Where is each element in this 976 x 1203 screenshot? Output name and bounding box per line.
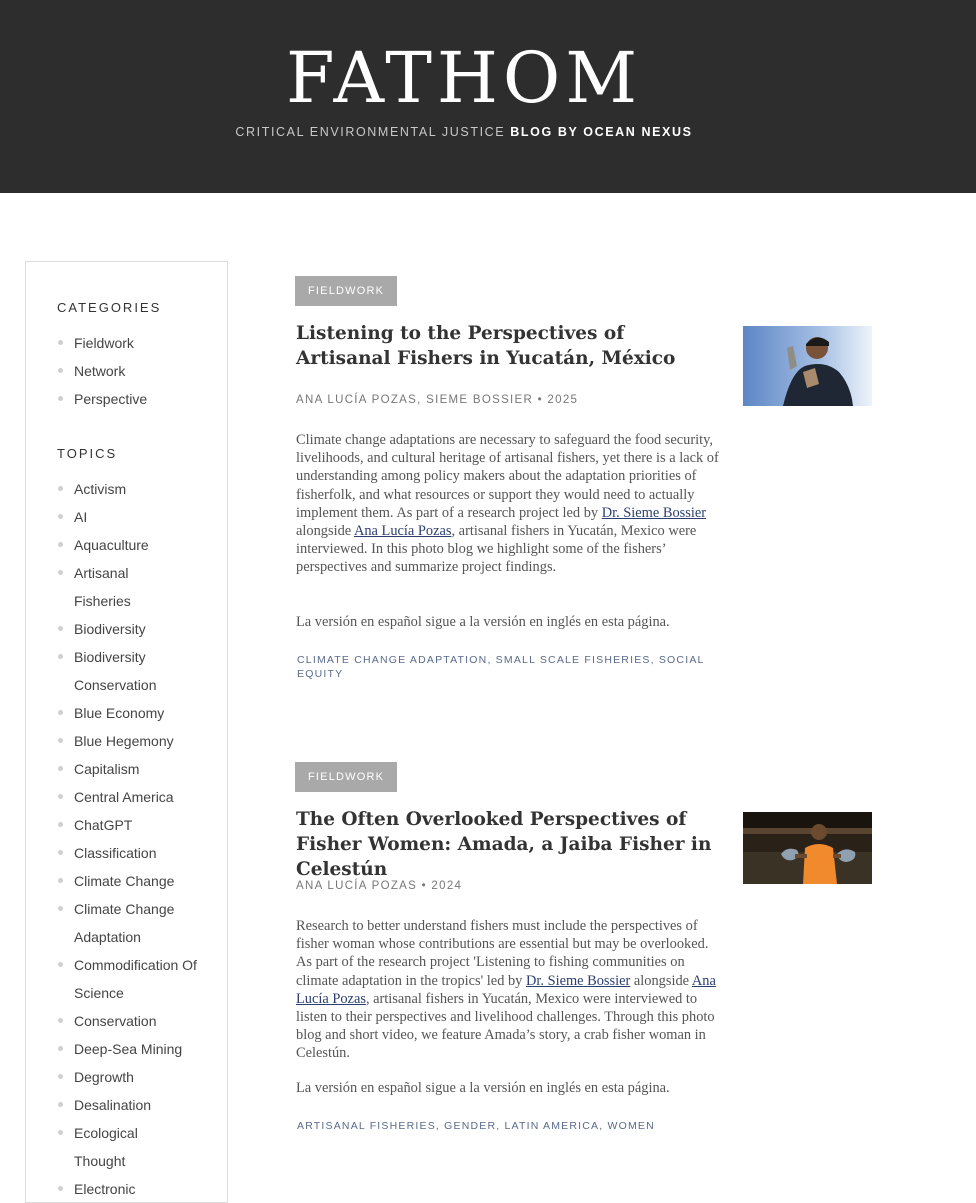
post-excerpt	[296, 431, 722, 577]
topic-item[interactable]: Deep-Sea Mining	[57, 1035, 217, 1063]
categories-heading: CATEGORIES	[57, 300, 162, 315]
site-tagline	[0, 124, 928, 140]
topic-item[interactable]: Classification	[57, 839, 217, 867]
topic-item[interactable]: Degrowth	[57, 1063, 217, 1091]
topic-item[interactable]: ChatGPT	[57, 811, 217, 839]
site-header	[0, 0, 976, 193]
post-thumbnail[interactable]	[743, 326, 872, 406]
topic-item[interactable]: Desalination	[57, 1091, 217, 1119]
topic-item[interactable]: AI	[57, 503, 217, 531]
excerpt-text: alongside	[630, 972, 692, 989]
site-logo[interactable]: FATHOM	[285, 37, 642, 119]
post-byline: ANA LUCÍA POZAS • 2024	[296, 880, 463, 892]
fisher-woman-photo	[743, 812, 872, 884]
post-title[interactable]: The Often Overlooked Perspectives of Fisher Women: Amada, a Jaiba Fisher in Celestún	[296, 809, 712, 880]
author-link[interactable]: Ana Lucía Pozas	[353, 523, 452, 540]
post-tags[interactable]: CLIMATE CHANGE ADAPTATION, SMALL SCALE FISHERIES, SOCIAL EQUITY	[297, 654, 705, 680]
spanish-note: La versión en español sigue a la versión en inglés en esta página.	[296, 1080, 670, 1096]
post-byline: ANA LUCÍA POZAS, SIEME BOSSIER • 2025	[296, 394, 579, 406]
topic-item[interactable]: Commodification Of Science	[57, 951, 199, 1007]
topic-item[interactable]: Capitalism	[57, 755, 217, 783]
author-link[interactable]: Ana Lucía Pozas	[296, 972, 716, 1007]
excerpt-text: , artisanal fishers in Yucatán, Mexico were interviewed. In this photo blog we highlight some of the fishers’ perspectives and summarize project findings.	[296, 523, 697, 576]
post-excerpt	[296, 917, 722, 1063]
topic-item[interactable]: Blue Hegemony	[57, 727, 217, 755]
topic-item[interactable]: Climate Change	[57, 867, 217, 895]
excerpt-text: Research to better understand fishers must include the perspectives of fisher woman whose contributions are essential but may be overlooked. As part of the research project 'Listening to fishing communities on climate adaptation in the tropics' led by	[296, 918, 709, 989]
author-link[interactable]: Dr. Sieme Bossier	[525, 972, 631, 989]
excerpt-text: , artisanal fishers in Yucatán, Mexico were interviewed to listen to their perspectives and livelihood challenges. Through this photo blog and short video, we feature Amada’s story, a crab fisher woman in Celestún.	[296, 990, 715, 1062]
topic-item[interactable]: Activism	[57, 475, 217, 503]
topic-item[interactable]: Central America	[57, 783, 217, 811]
post-thumbnail[interactable]	[743, 812, 872, 884]
excerpt-text: alongside	[296, 523, 354, 540]
categories-list	[57, 329, 217, 413]
excerpt-text: Climate change adaptations are necessary to safeguard the food security, livelihoods, and cultural heritage of artisanal fishers, yet there is a lack of understanding among policy makers about the adaptation priorities of fisherfolk, and what resources or support they would need to actually implement them. As part of a research project led by	[296, 432, 719, 521]
topic-item[interactable]: Ecological Thought	[57, 1119, 164, 1175]
tagline-light: CRITICAL ENVIRONMENTAL JUSTICE	[235, 125, 511, 139]
topic-item[interactable]: Climate Change Adaptation	[57, 895, 194, 951]
topics-list	[57, 475, 217, 1203]
author-link[interactable]: Dr. Sieme Bossier	[601, 504, 707, 521]
topic-item[interactable]: Artisanal Fisheries	[57, 559, 164, 615]
topic-item[interactable]: Blue Economy	[57, 699, 217, 727]
category-item[interactable]: Perspective	[57, 385, 217, 413]
topic-item[interactable]: Conservation	[57, 1007, 217, 1035]
topic-item[interactable]: Biodiversity Conservation	[57, 643, 174, 699]
topic-item[interactable]: Biodiversity	[57, 615, 217, 643]
category-item[interactable]: Network	[57, 357, 217, 385]
spanish-note: La versión en español sigue a la versión en inglés en esta página.	[296, 614, 670, 630]
category-badge[interactable]: FIELDWORK	[295, 762, 397, 792]
post-card	[295, 276, 875, 680]
category-item[interactable]: Fieldwork	[57, 329, 217, 357]
post-title[interactable]: Listening to the Perspectives of Artisanal Fishers in Yucatán, México	[296, 323, 676, 369]
topic-item[interactable]: Aquaculture	[57, 531, 217, 559]
fisher-photo	[743, 326, 872, 406]
category-badge[interactable]: FIELDWORK	[295, 276, 397, 306]
sidebar	[25, 261, 228, 1203]
tagline-bold: BLOG BY OCEAN NEXUS	[510, 125, 693, 139]
topic-item[interactable]: Electronic	[57, 1175, 217, 1203]
post-tags[interactable]: ARTISANAL FISHERIES, GENDER, LATIN AMERICA, WOMEN	[297, 1120, 655, 1132]
topics-heading: TOPICS	[57, 446, 118, 461]
post-card	[295, 762, 875, 1132]
